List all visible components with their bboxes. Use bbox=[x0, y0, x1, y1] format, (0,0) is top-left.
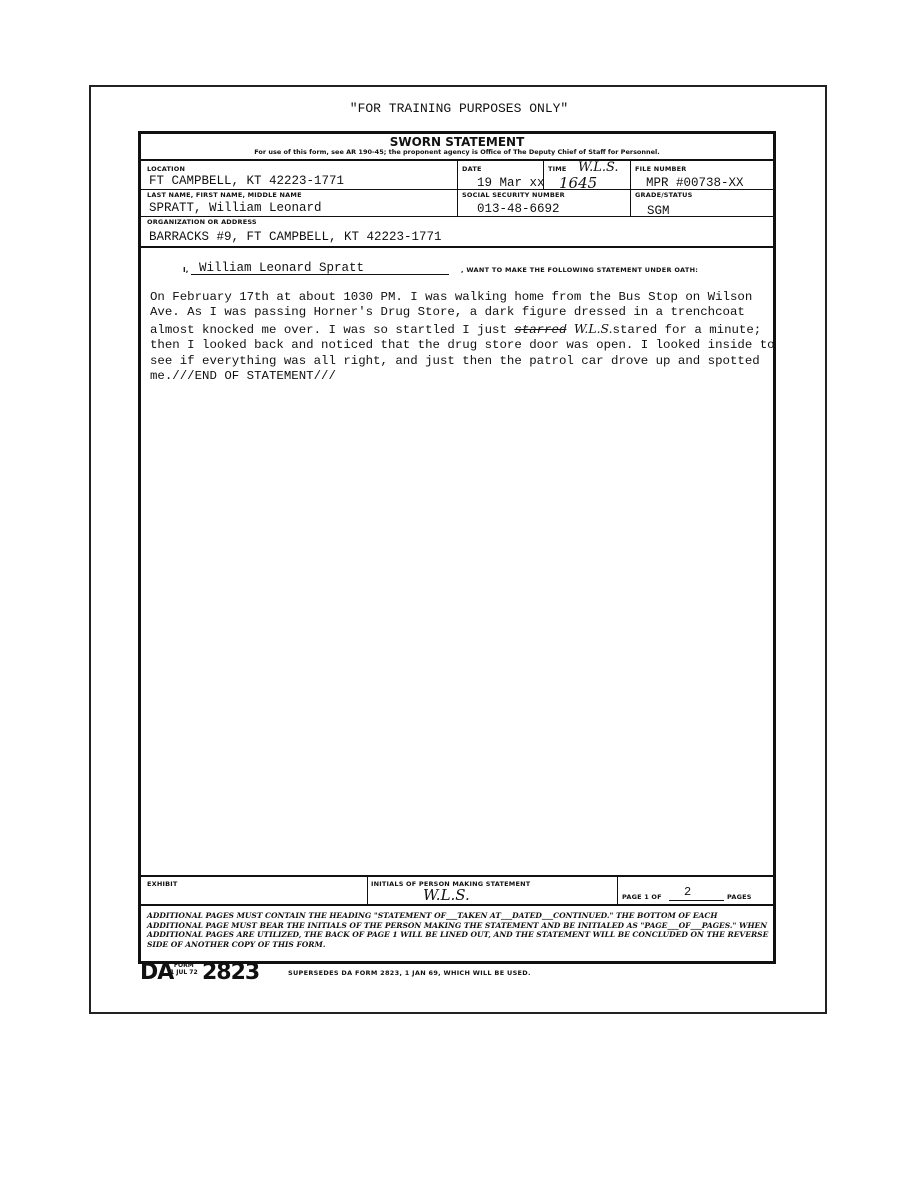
initials-label: INITIALS OF PERSON MAKING STATEMENT bbox=[371, 880, 531, 888]
training-banner: "FOR TRAINING PURPOSES ONLY" bbox=[349, 101, 569, 116]
statement-text: almost knocked me over. I was so startled I just bbox=[150, 322, 515, 337]
name-underline bbox=[191, 274, 449, 275]
location-value: FT CAMPBELL, KT 42223-1771 bbox=[149, 174, 345, 188]
ssn-value: 013-48-6692 bbox=[477, 202, 560, 216]
file-number-value: MPR #00738-XX bbox=[646, 176, 744, 190]
form-subtitle: For use of this form, see AR 190-45; the proponent agency is Office of The Deputy Chief of Staff for Personnel. bbox=[254, 148, 660, 156]
pages-label: PAGES bbox=[727, 893, 752, 901]
correction-initials: W.L.S. bbox=[573, 320, 613, 336]
statement-line: see if everything was all right, and just then the patrol car drove up and spotted bbox=[150, 353, 760, 368]
form-small-date: 1 JUL 72 bbox=[170, 969, 198, 976]
name-label: LAST NAME, FIRST NAME, MIDDLE NAME bbox=[147, 191, 302, 199]
row-divider bbox=[141, 246, 773, 248]
date-value: 19 Mar xx bbox=[477, 176, 545, 190]
form-header bbox=[141, 134, 773, 161]
form-number: 2823 bbox=[202, 960, 260, 985]
statement-line: me.///END OF STATEMENT/// bbox=[150, 369, 336, 384]
col-divider bbox=[630, 161, 631, 217]
page-total: 2 bbox=[684, 885, 692, 899]
page-label: PAGE 1 OF bbox=[622, 893, 662, 901]
form-prefix: DA bbox=[140, 960, 174, 985]
location-label: LOCATION bbox=[147, 165, 186, 173]
statement-text: stared for a minute; bbox=[612, 322, 762, 337]
struck-word: starred bbox=[514, 322, 567, 337]
form-footer bbox=[140, 960, 780, 986]
col-divider bbox=[367, 876, 368, 904]
statement-line: Ave. As I was passing Horner's Drug Store, a dark figure dressed in a trenchcoat bbox=[150, 305, 745, 320]
exhibit-label: EXHIBIT bbox=[147, 880, 178, 888]
grade-value: SGM bbox=[647, 204, 670, 218]
statement-line: then I looked back and noticed that the drug store door was open. I looked inside to bbox=[150, 338, 775, 353]
row-divider bbox=[141, 904, 773, 906]
additional-pages-notice: ADDITIONAL PAGES MUST CONTAIN THE HEADING "STATEMENT OF___TAKEN AT___DATED___CONTINUED." THE BOTTOM OF EACH ADDITIONAL PAGE MUST BEAR THE INITIALS OF THE PERSON MAKING THE STATEMENT AND BE INITIALED AS "PAGE___OF___PAGES." WHEN ADDITIONAL PAGES ARE UTILIZED, THE BACK OF PAGE 1 WILL BE LINED OUT, AND THE STATEMENT WILL BE CONCLUDED ON THE REVERSE SIDE OF ANOTHER COPY OF THIS FORM. bbox=[147, 911, 769, 949]
col-divider bbox=[457, 161, 458, 217]
time-initials: W.L.S. bbox=[578, 160, 619, 175]
org-value: BARRACKS #9, FT CAMPBELL, KT 42223-1771 bbox=[149, 230, 442, 244]
form-edition bbox=[170, 962, 198, 976]
statement-body bbox=[150, 290, 775, 384]
grade-label: GRADE/STATUS bbox=[635, 191, 693, 199]
time-value: 1645 bbox=[559, 174, 598, 192]
statement-line-correction bbox=[150, 321, 775, 338]
supersedes-note: SUPERSEDES DA FORM 2823, 1 JAN 69, WHICH WILL BE USED. bbox=[288, 969, 531, 977]
sworn-statement-form bbox=[138, 131, 776, 964]
name-value: SPRATT, William Leonard bbox=[149, 201, 322, 215]
initials-value: W.L.S. bbox=[423, 886, 470, 904]
file-number-label: FILE NUMBER bbox=[635, 165, 687, 173]
col-divider bbox=[617, 876, 618, 904]
oath-text: , WANT TO MAKE THE FOLLOWING STATEMENT UNDER OATH: bbox=[461, 266, 699, 274]
page-underline bbox=[669, 900, 724, 901]
org-label: ORGANIZATION OR ADDRESS bbox=[147, 218, 257, 226]
ssn-label: SOCIAL SECURITY NUMBER bbox=[462, 191, 565, 199]
i-label: I, bbox=[183, 266, 189, 274]
time-label: TIME bbox=[548, 165, 567, 173]
statement-line: On February 17th at about 1030 PM. I was walking home from the Bus Stop on Wilson bbox=[150, 290, 753, 304]
statement-name: William Leonard Spratt bbox=[199, 261, 365, 275]
row-divider bbox=[141, 875, 773, 877]
form-title: SWORN STATEMENT bbox=[389, 135, 525, 149]
date-label: DATE bbox=[462, 165, 482, 173]
form-small-label: FORM bbox=[173, 962, 194, 969]
